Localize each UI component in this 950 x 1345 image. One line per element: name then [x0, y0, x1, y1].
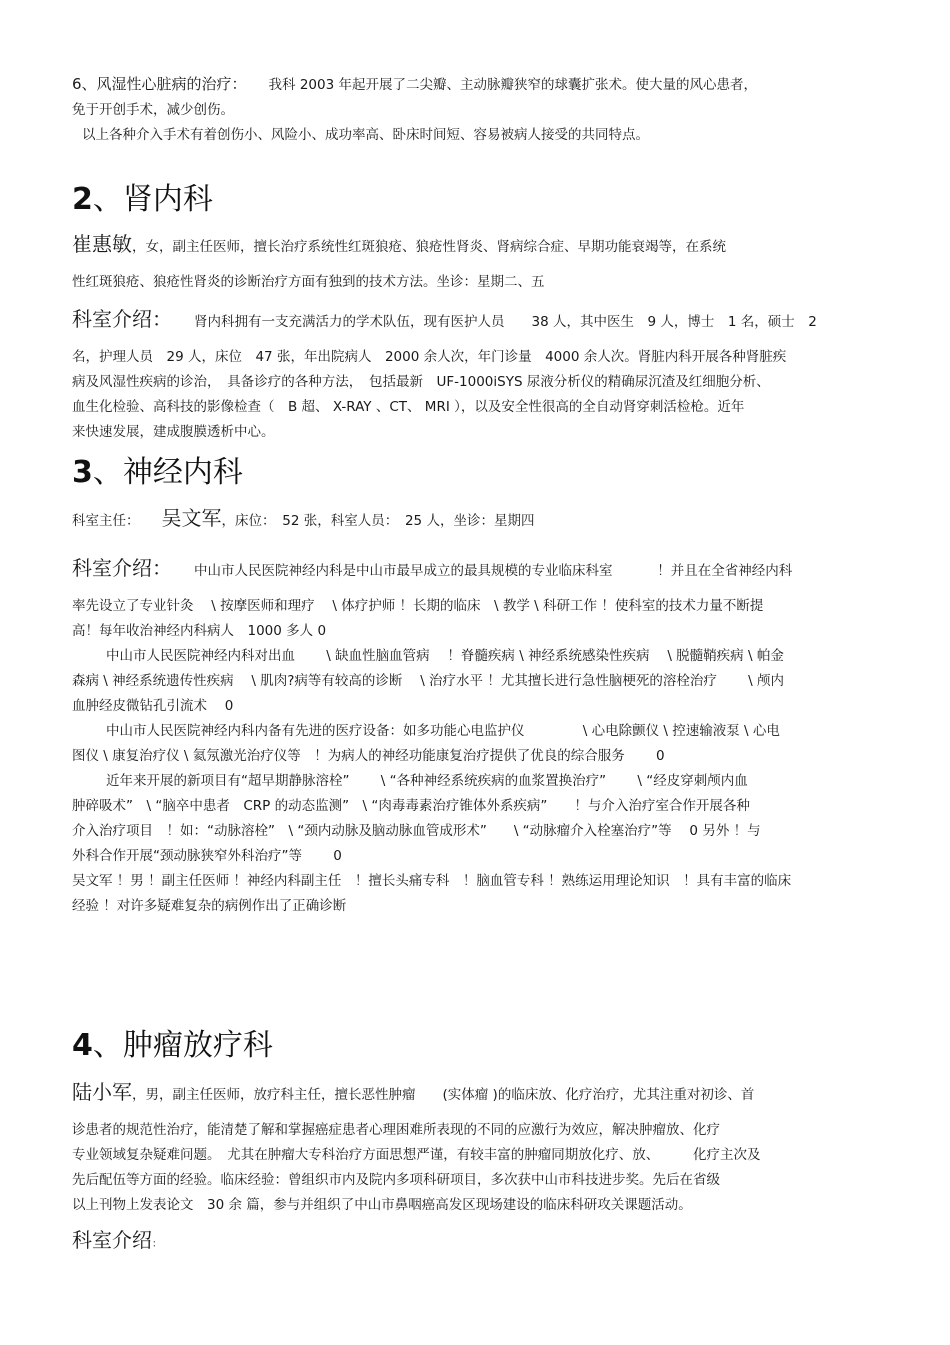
doctor-name: 崔惠敏: [72, 232, 132, 256]
section-title: 、神经内科: [92, 455, 243, 490]
doctor-desc: ，女，副主任医师，擅长治疗系统性红斑狼疮、狼疮性肾炎、肾病综合症、早期功能衰竭等，在系统: [132, 239, 726, 255]
doctor-desc: ，男，副主任医师，放疗科主任，擅长恶性肿瘤 (实体瘤 )的临床放、化疗治疗，尤其注重对初诊、首: [132, 1087, 755, 1103]
section-heading-nephrology: [72, 182, 213, 218]
oncology-intro: [72, 1228, 880, 1257]
neuro-line-3: 高！每年收治神经内科病人 1000 多人 0: [72, 623, 327, 639]
neuro-line-4: 中山市人民医院神经内科对出血 \ 缺血性脑血管病 ！脊髓疾病 \ 神经系统感染性疾病 \ 脱髓鞘疾病 \ 帕金: [106, 648, 784, 664]
onco-line-2: 诊患者的规范性治疗，能清楚了解和掌握癌症患者心理困难所表现的不同的应激行为效应，解决肿瘤放、化疗: [72, 1122, 720, 1138]
neurology-intro: [72, 556, 880, 919]
intro-line-1: [72, 307, 880, 335]
intro-label: 科室介绍: [72, 1228, 152, 1252]
section-heading-oncology: [72, 1028, 273, 1064]
intro-colon: ：: [152, 1239, 162, 1250]
rheumatic-line-1: [72, 72, 880, 98]
section-number: 4: [72, 1028, 93, 1063]
neuro-line-9: 近年来开展的新项目有“超早期静脉溶栓” \ “各种神经系统疾病的血浆置换治疗” \ “经皮穿刺颅内血: [106, 773, 748, 789]
rheumatic-section: [72, 72, 880, 148]
intro-line-5: 来快速发展，建成腹膜透析中心。: [72, 424, 275, 440]
intro-text: 肾内科拥有一支充满活力的学术队伍，现有医护人员 38 人，其中医生 9 人，博士 1 名，硕士 2: [194, 314, 817, 330]
section-number: 2: [72, 182, 93, 217]
onco-line-4: 先后配伍等方面的经验。临床经验：曾组织市内及院内多项科研项目，多次获中山市科技进步奖。先后在省级: [72, 1172, 720, 1188]
rheumatic-text: 我科 2003 年起开展了二尖瓣、主动脉瓣狭窄的球囊扩张术。使大量的风心患者，: [268, 77, 757, 93]
neuro-line-12: 外科合作开展“颈动脉狭窄外科治疗”等 0: [72, 848, 342, 864]
nephrology-intro: [72, 307, 880, 445]
neuro-line-8: 图仪 \ 康复治疗仪 \ 氦氖激光治疗仪等 ！为病人的神经功能康复治疗提供了优良的综合服务 0: [72, 748, 665, 764]
doctor-line-2: 性红斑狼疮、狼疮性肾炎的诊断治疗方面有独到的技术方法。坐诊：星期二、五: [72, 274, 545, 290]
neuro-line-11: 介入治疗项目 ！如：“动脉溶栓” \ “颈内动脉及脑动脉血管成形术” \ “动脉瘤介入栓塞治疗”等 0 另外 ！与: [72, 823, 761, 839]
head-info: ，床位： 52 张，科室人员： 25 人，坐诊：星期四: [221, 513, 535, 529]
doctor-name: 陆小军: [72, 1080, 132, 1104]
nephrology-doctor: [72, 232, 880, 295]
head-label: 科室主任：: [72, 513, 140, 529]
neuro-line-13: 吴文军 ！男 ！副主任医师 ！神经内科副主任 ！擅长头痛专科 ！脑血管专科 ！熟练运用理论知识 ！具有丰富的临床: [72, 873, 792, 889]
neuro-line-14: 经验 ！对许多疑难复杂的病例作出了正确诊断: [72, 898, 347, 914]
rheumatic-line-2: 免于开创手术，减少创伤。: [72, 102, 234, 118]
onco-line-1: [72, 1080, 880, 1108]
intro-label: 科室介绍：: [72, 556, 172, 580]
neurology-head: [72, 506, 880, 534]
intro-line-2: 名，护理人员 29 人，床位 47 张，年出院病人 2000 余人次，年门诊量 4000 余人次。肾脏内科开展各种肾脏疾: [72, 349, 787, 365]
intro-label: 科室介绍：: [72, 307, 172, 331]
neuro-line-10: 肿碎吸术” \ “脑卒中患者 CRP 的动态监测” \ “肉毒毒素治疗锥体外系疾病” ！与介入治疗室合作开展各种: [72, 798, 750, 814]
onco-line-3: 专业领域复杂疑难问题。 尤其在肿瘤大专科治疗方面思想严谨，有较丰富的肿瘤同期放化疗、放、 化疗主次及: [72, 1147, 761, 1163]
oncology-doctor: [72, 1080, 880, 1218]
neuro-line-1: [72, 556, 880, 584]
section-title: 、肿瘤放疗科: [92, 1028, 273, 1063]
intro-line-3: 病及风湿性疾病的诊治， 具备诊疗的各种方法， 包括最新 UF-1000iSYS 尿液分析仪的精确尿沉渣及红细胞分析、: [72, 374, 770, 390]
onco-intro-line: [72, 1228, 880, 1257]
section-title: 、肾内科: [92, 182, 213, 217]
summary-line: 以上各种介入手术有着创伤小、风险小、成功率高、卧床时间短、容易被病人接受的共同特点。: [82, 127, 649, 143]
onco-line-5: 以上刊物上发表论文 30 余 篇，参与并组织了中山市鼻咽癌高发区现场建设的临床科研攻关课题活动。: [72, 1197, 692, 1213]
section-heading-neurology: [72, 455, 243, 491]
neuro-line-5: 森病 \ 神经系统遗传性疾病 \ 肌肉?病等有较高的诊断 \ 治疗水平 ！尤其擅长进行急性脑梗死的溶栓治疗 \ 颅内: [72, 673, 784, 689]
rheumatic-title: 6、风湿性心脏病的治疗：: [72, 75, 247, 93]
doctor-line-1: [72, 232, 880, 260]
head-name: 吴文军: [161, 506, 222, 530]
intro-text: 中山市人民医院神经内科是中山市最早成立的最具规模的专业临床科室 ！并且在全省神经内科: [194, 563, 793, 579]
intro-line-4: 血生化检验、高科技的影像检查（ B 超、 X-RAY 、CT、 MRI ），以及安全性很高的全自动肾穿刺活检枪。近年: [72, 399, 745, 415]
section-number: 3: [72, 455, 93, 490]
neuro-line-2: 率先设立了专业针灸 \ 按摩医师和理疗 \ 体疗护师 ！长期的临床 \ 教学 \ 科研工作 ！使科室的技术力量不断提: [72, 598, 764, 614]
head-line: [72, 506, 880, 534]
neuro-line-6: 血肿经皮微钻孔引流术 0: [72, 698, 234, 714]
neuro-line-7: 中山市人民医院神经内科内备有先进的医疗设备：如多功能心电监护仪 \ 心电除颤仪 \ 控速输液泵 \ 心电: [106, 723, 780, 739]
